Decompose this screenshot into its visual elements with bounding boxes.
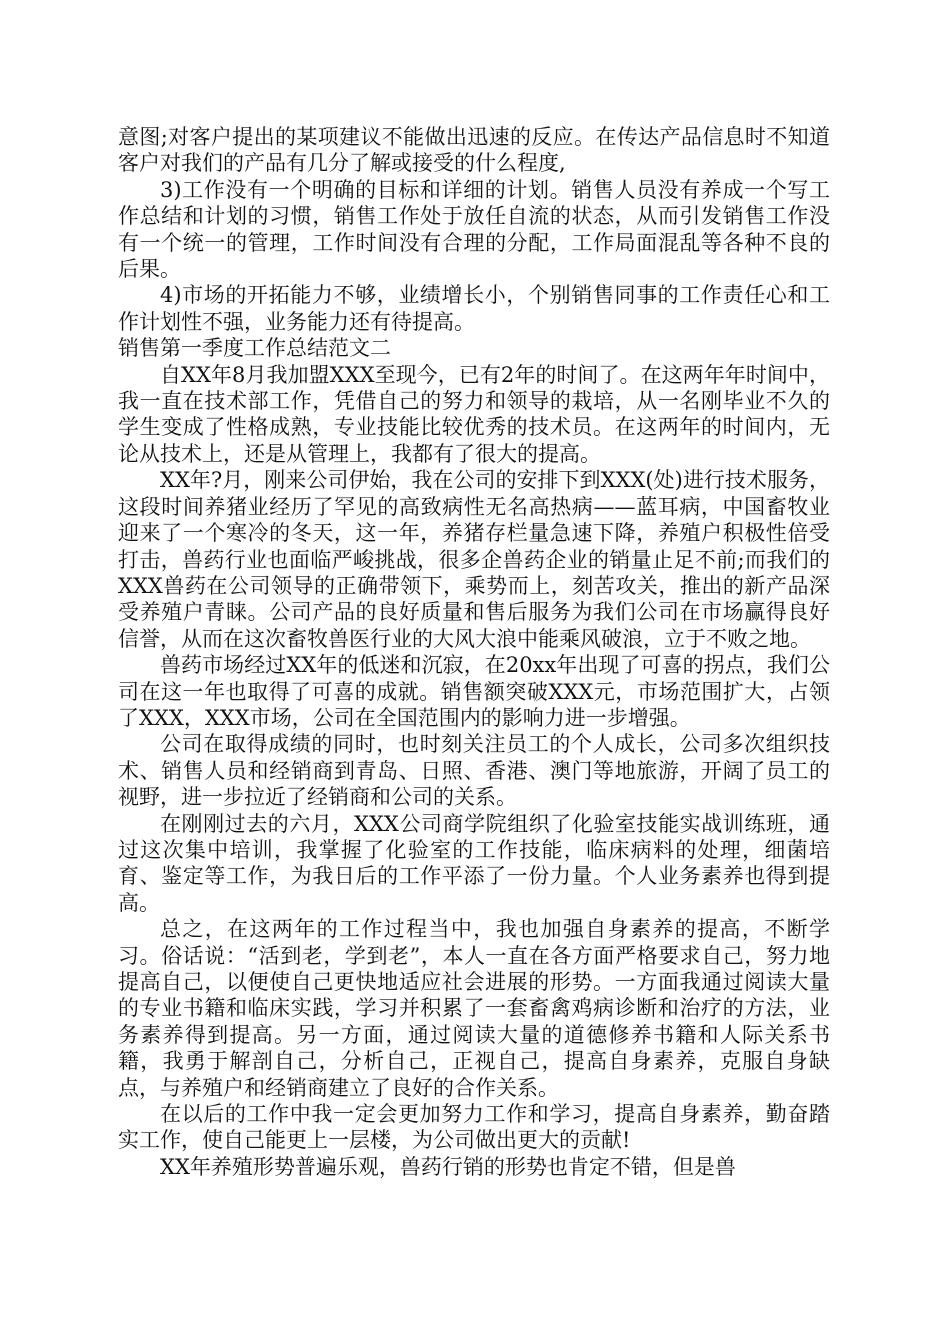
paragraph: 3)工作没有一个明确的目标和详细的计划。销售人员没有养成一个写工作总结和计划的习惯，销售工作处于放任自流的状态，从而引发销售工作没有一个统一的管理，工作时间没有合理的分配，工作局面混乱等各种不良的后果。 xyxy=(118,177,830,282)
paragraph: XX年养殖形势普遍乐观，兽药行销的形势也肯定不错，但是兽 xyxy=(160,1154,736,1179)
paragraph: 在刚刚过去的六月，XXX公司商学院组织了化验室技能实战训练班，通过这次集中培训，我掌握了化验室的工作技能，临床病料的处理，细菌培育、鉴定等工作，为我日后的工作平添了一份力量。个人业务素养也得到提高。 xyxy=(118,811,830,915)
paragraph: 公司在取得成绩的同时，也时刻关注员工的个人成长，公司多次组织技术、销售人员和经销商到青岛、日照、香港、澳门等地旅游，开阔了员工的视野，进一步拉近了经销商和公司的关系。 xyxy=(118,732,830,810)
paragraph: 4)市场的开拓能力不够，业绩增长小，个别销售同事的工作责任心和工作计划性不强，业务能力还有待提高。 xyxy=(118,283,830,334)
paragraph: 自XX年8月我加盟XXX至现今，已有2年的时间了。在这两年年时间中，我一直在技术部工作，凭借自己的努力和领导的栽培，从一名刚毕业不久的学生变成了性格成熟，专业技能比较优秀的技术员。在这两年的时间内，无论从技术上，还是从管理上，我都有了很大的提高。 xyxy=(118,362,830,466)
paragraph: 意图;对客户提出的某项建议不能做出迅速的反应。在传达产品信息时不知道客户对我们的产品有几分了解或接受的什么程度, xyxy=(118,125,830,176)
paragraph: 兽药市场经过XX年的低迷和沉寂，在20xx年出现了可喜的拐点，我们公司在这一年也取得了可喜的成就。销售额突破XXX元，市场范围扩大，占领了XXX，XXX市场，公司在全国范围内的影响力进一步增强。 xyxy=(118,653,830,730)
document-body xyxy=(118,124,830,1180)
paragraph: 总之，在这两年的工作过程当中，我也加强自身素养的提高，不断学习。俗话说：“活到老，学到老”，本人一直在各方面严格要求自己，努力地提高自己，以便使自己更快地适应社会进展的形势。一方面我通过阅读大量的专业书籍和临床实践，学习并积累了一套畜禽鸡病诊断和治疗的方法，业务素养得到提高。另一方面，通过阅读大量的道德修养书籍和人际关系书籍，我勇于解剖自己，分析自己，正视自己，提高自身素养，克服自身缺点，与养殖户和经销商建立了良好的合作关系。 xyxy=(118,917,830,1100)
section-heading: 销售第一季度工作总结范文二 xyxy=(118,336,391,361)
paragraph: XX年?月，刚来公司伊始，我在公司的安排下到XXX(处)进行技术服务，这段时间养猪业经历了罕见的高致病性无名高热病——蓝耳病，中国畜牧业迎来了一个寒冷的冬天，这一年，养猪存栏量急速下降，养殖户积极性倍受打击，兽药行业也面临严峻挑战，很多企兽药企业的销量止足不前;而我们的XXX兽药在公司领导的正确带领下，乘势而上，刻苦攻关，推出的新产品深受养殖户青睐。公司产品的良好质量和售后服务为我们公司在市场赢得良好信誉，从而在这次畜牧兽医行业的大风大浪中能乘风破浪，立于不败之地。 xyxy=(118,468,830,651)
paragraph: 在以后的工作中我一定会更加努力工作和学习，提高自身素养，勤奋踏实工作，使自己能更上一层楼，为公司做出更大的贡献! xyxy=(118,1102,830,1153)
